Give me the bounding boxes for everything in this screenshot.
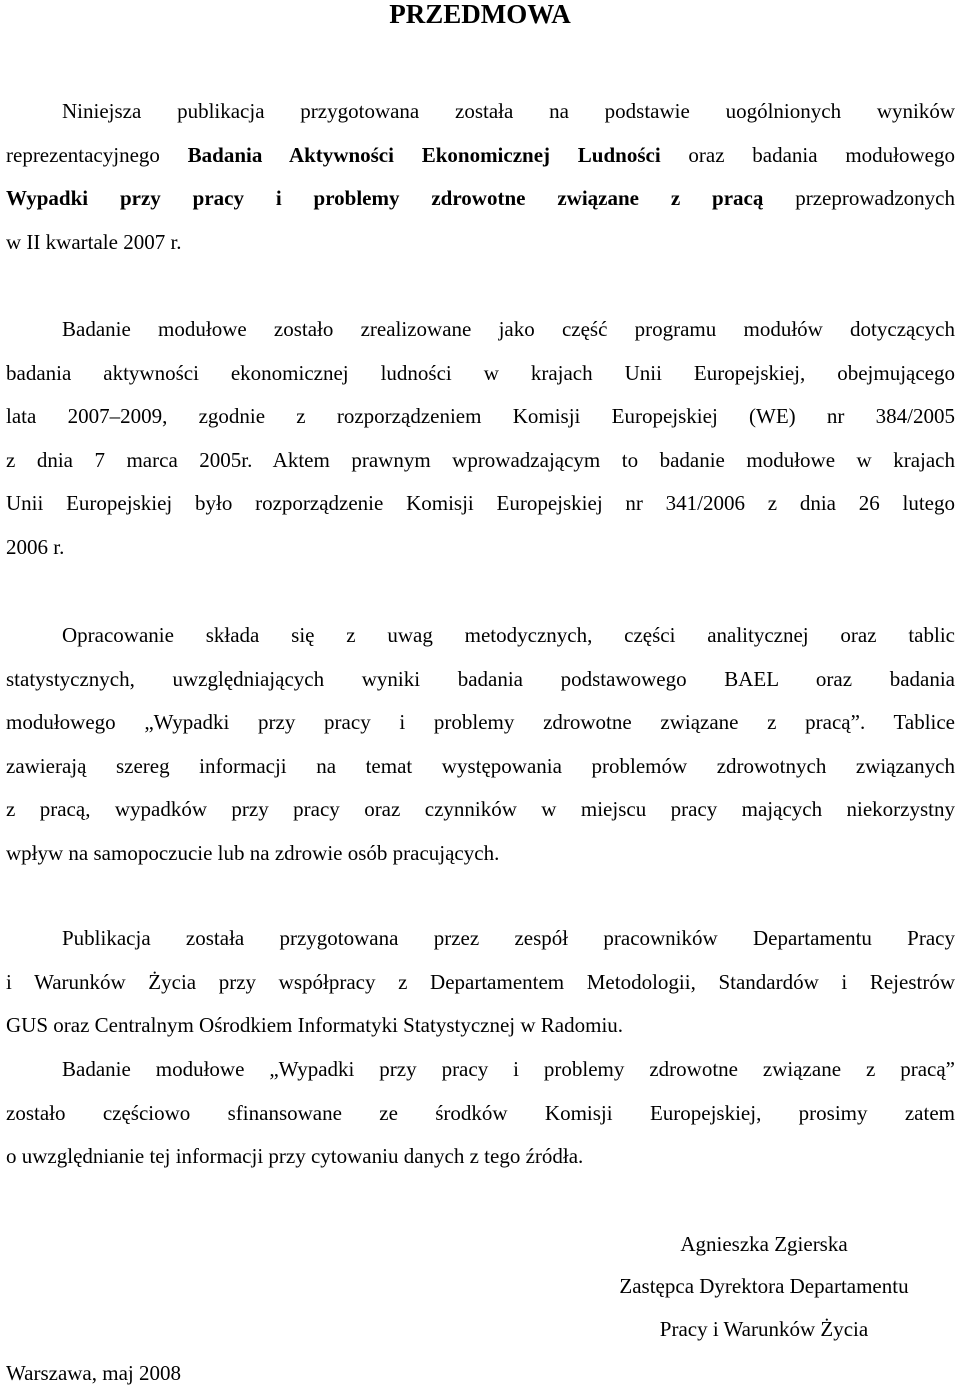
contents-line-1: Opracowanie składa się z uwag metodycznych, części analitycznej oraz tablic <box>62 623 955 647</box>
page-title: PRZEDMOWA <box>389 0 571 29</box>
contents-line-2: statystycznych, uwzględniających wyniki badania podstawowego BAEL oraz badania <box>6 666 955 691</box>
module-line-3: lata 2007–2009, zgodnie z rozporządzeniem Komisji Europejskiej (WE) nr 384/2005 <box>6 404 955 428</box>
module-description-paragraph <box>6 308 955 569</box>
contents-line-5: z pracą, wypadków przy pracy oraz czynników w miejscu pracy mających niekorzystny <box>6 797 955 821</box>
contents-line-3: modułowego „Wypadki przy pracy i problemy zdrowotne związane z pracą”. Tablice <box>6 710 955 734</box>
authors-paragraph <box>6 917 955 1048</box>
contents-paragraph <box>6 614 955 875</box>
module-line-4: z dnia 7 marca 2005r. Aktem prawnym wprowadzającym to badanie modułowe w krajach <box>6 447 955 472</box>
signatory-department: Pracy i Warunków Życia <box>659 1317 869 1341</box>
funding-paragraph <box>6 1048 955 1179</box>
intro-line-4: w II kwartale 2007 r. <box>6 229 182 254</box>
signatory-position: Zastępca Dyrektora Departamentu <box>619 1274 909 1298</box>
funding-line-1: Badanie modułowe „Wypadki przy pracy i problemy zdrowotne związane z pracą” <box>62 1057 955 1081</box>
module-line-2: badania aktywności ekonomicznej ludności w krajach Unii Europejskiej, obejmującego <box>6 360 955 385</box>
module-line-6: 2006 r. <box>6 534 65 559</box>
authors-line-3: GUS oraz Centralnym Ośrodkiem Informatyki Statystycznej w Radomiu. <box>6 1013 624 1037</box>
intro-line-1: Niniejsza publikacja przygotowana została na podstawie uogólnionych wyników <box>62 99 955 123</box>
intro-line-3: Wypadki przy pracy i problemy zdrowotne związane z pracą przeprowadzonych <box>6 186 955 210</box>
module-line-5: Unii Europejskiej było rozporządzenie Komisji Europejskiej nr 341/2006 z dnia 26 lutego <box>6 491 955 515</box>
signatory-name: Agnieszka Zgierska <box>680 1232 848 1256</box>
contents-line-4: zawierają szereg informacji na temat występowania problemów zdrowotnych związanych <box>6 753 955 778</box>
intro-line-2: reprezentacyjnego Badania Aktywności Ekonomicznej Ludności oraz badania modułowego <box>6 142 955 167</box>
funding-line-2: zostało częściowo sfinansowane ze środków Komisji Europejskiej, prosimy zatem <box>6 1100 955 1125</box>
contents-line-6: wpływ na samopoczucie lub na zdrowie osób pracujących. <box>6 840 500 865</box>
place-and-date: Warszawa, maj 2008 <box>6 1361 181 1385</box>
authors-line-2: i Warunków Życia przy współpracy z Departamentem Metodologii, Standardów i Rejestrów <box>6 969 955 994</box>
module-line-1: Badanie modułowe zostało zrealizowane jako część programu modułów dotyczących <box>62 317 955 341</box>
module-name-bold: Wypadki przy pracy i problemy zdrowotne związane z pracą <box>6 186 764 210</box>
authors-line-1: Publikacja została przygotowana przez zespół pracowników Departamentu Pracy <box>62 926 955 950</box>
funding-line-3: o uwzględnianie tej informacji przy cytowaniu danych z tego źródła. <box>6 1144 584 1168</box>
survey-name-bold: Badania Aktywności Ekonomicznej Ludności <box>187 142 661 167</box>
intro-paragraph <box>6 90 955 264</box>
